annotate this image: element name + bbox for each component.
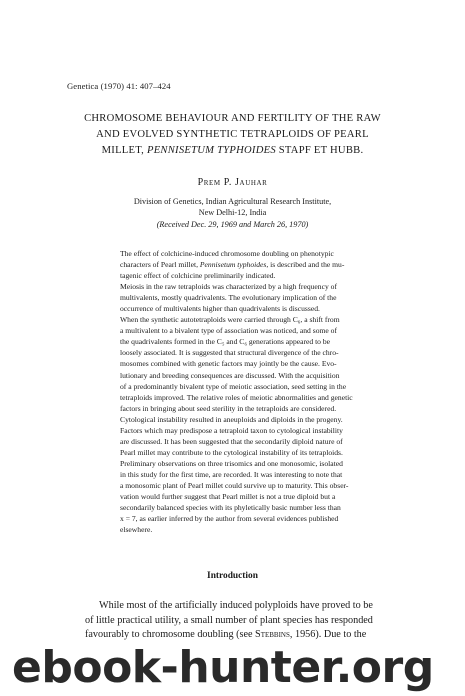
- abstract-line: The effect of colchicine-induced chromosome doubling on phenotypic: [120, 249, 334, 258]
- abstract-line: Preliminary observations on three trisomics and one monosomic, isolated: [120, 458, 343, 468]
- abstract-paragraph-1: [108, 248, 390, 281]
- abstract-line: tetraploids improved. The relative roles of meiotic abnormalities and genetic: [120, 392, 353, 402]
- body-line: favourably to chromosome doubling (see Stebbins, 1956). Due to the: [85, 629, 367, 641]
- title-line-3: [50, 143, 415, 159]
- abstract-line: Pearl millet may contribute to the cytological instability of its tetraploids.: [120, 447, 343, 457]
- body-line: While most of the artificially induced polyploids have proved to be: [99, 600, 373, 611]
- introduction-body: [85, 599, 390, 643]
- abstract-line: occurrence of multivalents higher than quadrivalents is discussed.: [120, 304, 320, 314]
- abstract-line: of a predominantly bivalent type of meiotic association, seed setting in the: [120, 381, 347, 391]
- abstract-line: a monosomic plant of Pearl millet could survive up to maturity. This obser-: [120, 480, 349, 490]
- journal-citation: Genetica (1970) 41: 407–424: [67, 81, 171, 91]
- title-line-2: AND EVOLVED SYNTHETIC TETRAPLOIDS OF PEARL: [96, 129, 369, 140]
- abstract-line: Factors which may predispose a tetraploid taxon to cytological instability: [120, 425, 343, 435]
- abstract-paragraph-3: [108, 314, 390, 413]
- title-species-name: PENNISETUM TYPHOIDES: [146, 145, 276, 156]
- abstract-line: the quadrivalents formed in the C₅ and C₆ generations appeared to be: [120, 337, 331, 347]
- paper-title: [50, 111, 415, 159]
- abstract-paragraph-2: [108, 281, 390, 314]
- body-line: of little practical utility, a small number of plant species has responded: [85, 614, 373, 626]
- abstract-line: multivalents, mostly quadrivalents. The evolutionary implication of the: [120, 293, 337, 303]
- abstract-line: Cytological instability resulted in aneuploids and diploids in the progeny.: [120, 414, 343, 424]
- received-dates: (Received Dec. 29, 1969 and March 26, 1970): [156, 219, 309, 229]
- abstract-line: vation would further suggest that Pearl millet is not a true diploid but a: [120, 492, 336, 502]
- abstract-line: mosomes combined with genetic factors may jointly be the cause. Evo-: [120, 359, 337, 369]
- abstract-line: secondarily balanced species with its phyletically basic number less than: [120, 503, 341, 513]
- abstract-line: loosely associated. It is suggested that structural divergence of the chro-: [120, 348, 339, 358]
- watermark-logo: ebook-hunter.org: [12, 642, 434, 693]
- title-line-1: CHROMOSOME BEHAVIOUR AND FERTILITY OF THE RAW: [84, 113, 381, 124]
- section-heading-introduction: Introduction: [207, 571, 258, 581]
- abstract-line: tagenic effect of colchicine preliminarily indicated.: [120, 271, 276, 281]
- abstract-line: elsewhere.: [120, 525, 153, 535]
- abstract: [108, 248, 390, 535]
- abstract-line: factors in bringing about seed sterility in the tetraploids are considered.: [120, 403, 337, 413]
- affiliation-line-2: New Delhi-12, India: [198, 208, 267, 218]
- abstract-line: a multivalent to a bivalent type of association was noticed, and some of: [120, 326, 337, 336]
- author-affiliation: [0, 196, 465, 230]
- abstract-line: x = 7, as earlier inferred by the author from several evidences published: [120, 514, 339, 524]
- abstract-line: are discussed. It has been suggested that the secondarily diploid nature of: [120, 436, 343, 446]
- title-line-3-suffix: STAPF ET HUBB.: [275, 145, 364, 156]
- abstract-line: lutionary and breeding consequences are discussed. With the acquisition: [120, 370, 340, 380]
- title-line-3-prefix: MILLET,: [101, 145, 147, 156]
- abstract-line: Meiosis in the raw tetraploids was characterized by a high frequency of: [120, 282, 337, 292]
- species-name: Pennisetum typhoides: [199, 260, 267, 270]
- author-name: Prem P. Jauhar: [197, 177, 268, 188]
- affiliation-line-1: Division of Genetics, Indian Agricultural Research Institute,: [133, 197, 332, 206]
- abstract-paragraph-5: [108, 458, 390, 535]
- abstract-line: characters of Pearl millet, Pennisetum typhoides, is described and the mu-: [120, 260, 345, 270]
- abstract-paragraph-4: [108, 414, 390, 458]
- abstract-line: in this study for the first time, are recorded. It was interesting to note that: [120, 469, 343, 479]
- abstract-line: When the synthetic autotetraploids were carried through C₆, a shift from: [120, 315, 340, 325]
